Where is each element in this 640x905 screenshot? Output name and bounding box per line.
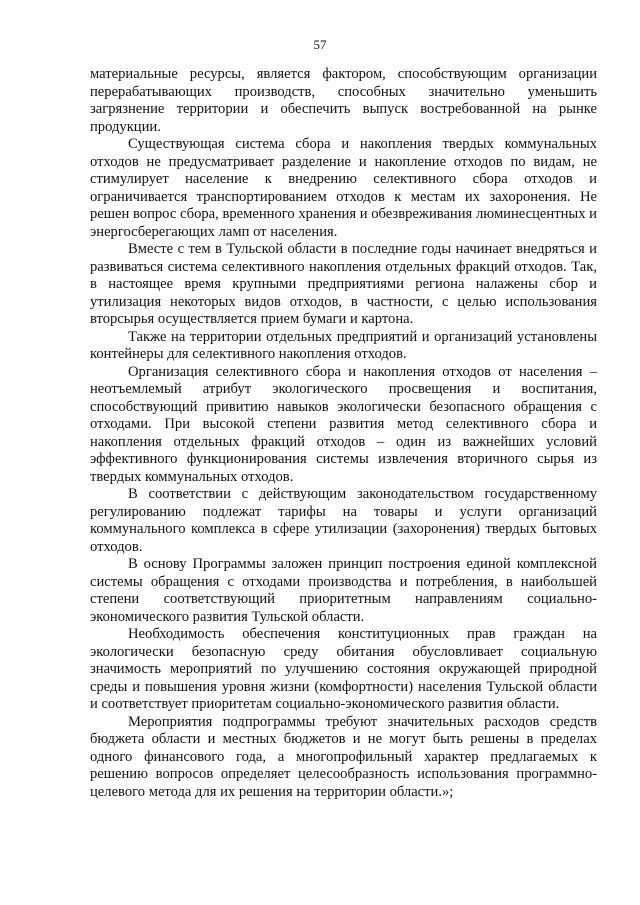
paragraph: Также на территории отдельных предприятий и организаций установлены контейнеры для селективного накопления отходов. <box>90 328 597 362</box>
paragraph: В соответствии с действующим законодательством государственному регулированию подлежат тарифы на товары и услуги организаций коммунального комплекса в сфере утилизации (захоронения) твердых бытовых отходов. <box>90 486 597 555</box>
paragraph: Существующая система сбора и накопления твердых коммунальных отходов не предусматривает разделение и накопление отходов по видам, не стимулирует население к внедрению селективного сбора отходов и ограничивается транспортированием отходов к местам их захоронения. Не решен вопрос сбора, временного хранения и обезвреживания люминесцентных и энергосберегающих ламп от населения. <box>90 136 597 240</box>
document-body <box>90 66 597 801</box>
paragraph: Организация селективного сбора и накопления отходов от населения – неотъемлемый атрибут экологического просвещения и воспитания, способствующий привитию навыков экологически безопасного обращения с отходами. При высокой степени развития метод селективного сбора и накопления отдельных фракций отходов – один из важнейших условий эффективного функционирования системы извлечения вторичного сырья из твердых коммунальных отходов. <box>90 363 597 485</box>
page-number: 57 <box>313 37 327 52</box>
paragraph: Вместе с тем в Тульской области в последние годы начинает внедряться и развиваться система селективного накопления отдельных фракций отходов. Так, в настоящее время крупными предприятиями региона налажены сбор и утилизация некоторых видов отходов, в частности, с целью использования вторсырья осуществляется прием бумаги и картона. <box>90 241 597 327</box>
paragraph: Мероприятия подпрограммы требуют значительных расходов средств бюджета области и местных бюджетов и не могут быть решены в пределах одного финансового года, а многопрофильный характер предлагаемых к решению вопросов определяет целесообразность использования программно-целевого метода для их решения на территории области.»; <box>90 713 597 800</box>
paragraph: материальные ресурсы, является фактором, способствующим организации перерабатывающих производств, способных значительно уменьшить загрязнение территории и обеспечить выпуск востребованной на рынке продукции. <box>90 66 597 135</box>
paragraph: Необходимость обеспечения конституционных прав граждан на экологически безопасную среду обитания обусловливает социальную значимость мероприятий по улучшению состояния окружающей природной среды и повышения уровня жизни (комфортности) населения Тульской области и соответствует приоритетам социально-экономического развития области. <box>90 626 597 712</box>
paragraph: В основу Программы заложен принцип построения единой комплексной системы обращения с отходами производства и потребления, в наибольшей степени соответствующий приоритетным направлениям социально-экономического развития Тульской области. <box>90 556 597 625</box>
